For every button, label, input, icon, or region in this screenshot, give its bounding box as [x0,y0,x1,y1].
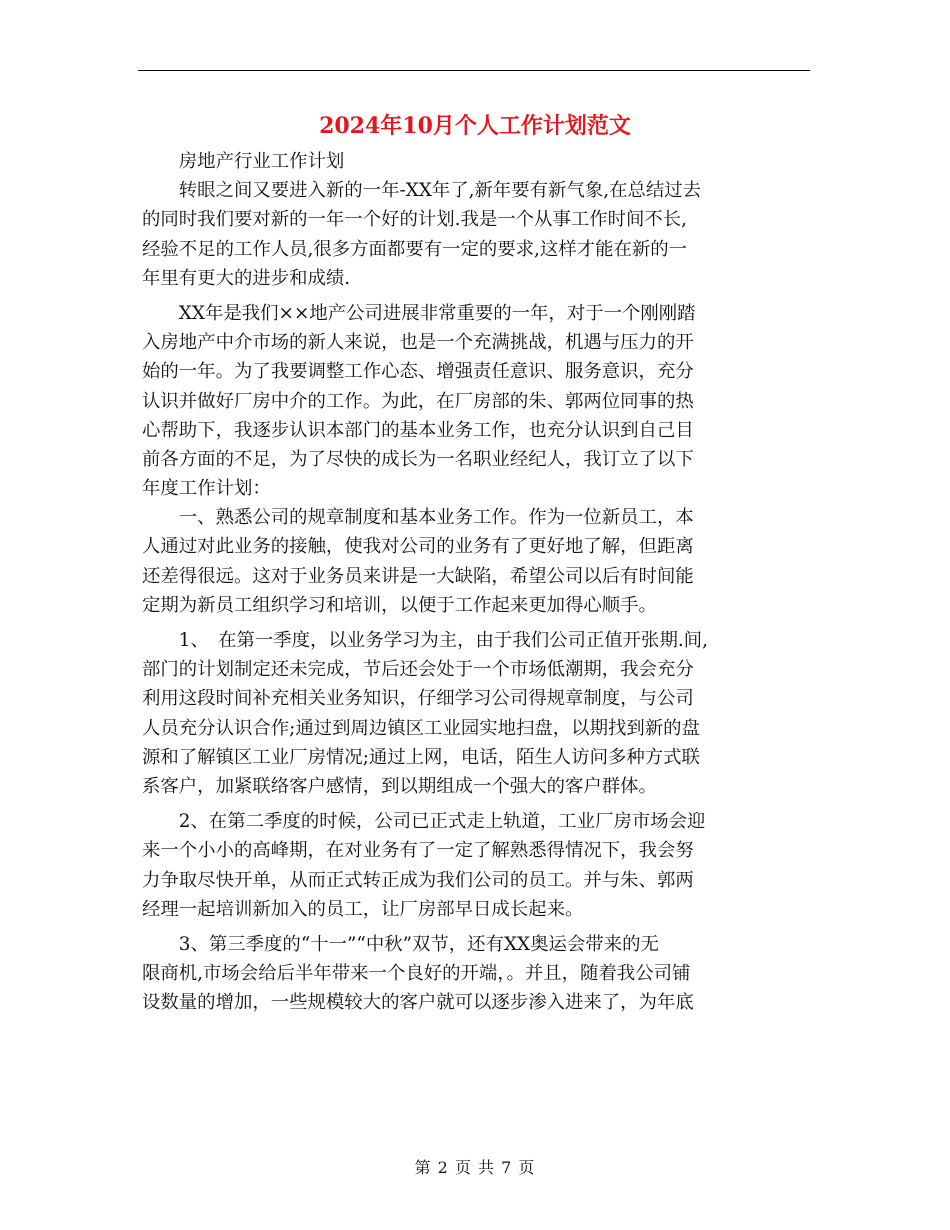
body-line: 经验不足的工作人员,很多方面都要有一定的要求,这样才能在新的一 [142,238,688,260]
body-line: 经理一起培训新加入的员工，让厂房部早日成长起来。 [142,898,584,920]
body-line: 源和了解镇区工业厂房情况;通过上网，电话，陌生人访问多种方式联 [142,746,700,768]
body-line: 前各方面的不足，为了尽快的成长为一名职业经纪人，我订立了以下 [142,448,694,470]
body-line: 认识并做好厂房中介的工作。为此，在厂房部的朱、郭两位同事的热 [142,390,694,412]
body-line: 年里有更大的进步和成绩. [142,267,351,289]
body-line: 入房地产中介市场的新人来说，也是一个充满挑战，机遇与压力的开 [142,332,694,354]
body-line: 部门的计划制定还未完成，节后还会处于一个市场低潮期，我会充分 [142,659,694,681]
body-line: 3、第三季度的“十一”“中秋”双节，还有XX奥运会带来的无 [142,933,659,955]
body-line: 年度工作计划： [142,478,271,500]
body-line: 限商机,市场会给后半年带来一个良好的开端，。并且，随着我公司铺 [142,963,691,985]
body-line: 一、熟悉公司的规章制度和基本业务工作。作为一位新员工，本 [142,507,694,529]
body-line: 人通过对此业务的接触，使我对公司的业务有了更好地了解，但距离 [142,536,694,558]
body-line: 始的一年。为了我要调整工作心态、增强责任意识、服务意识，充分 [142,361,694,383]
header-rule [138,70,810,71]
document-title: 2024年10月个人工作计划范文 [319,113,631,139]
body-line: 房地产行业工作计划 [142,151,345,172]
body-line: 利用这段时间补充相关业务知识，仔细学习公司得规章制度，与公司 [142,688,694,710]
body-line: 定期为新员工组织学习和培训，以便于工作起来更加得心顺手。 [142,594,657,616]
body-line: 设数量的增加，一些规模较大的客户就可以逐步渗入进来了，为年底 [142,992,694,1014]
body-line: 来一个小小的高峰期，在对业务有了一定了解熟悉得情况下，我会努 [142,840,694,862]
body-line: 2、在第二季度的时候，公司已正式走上轨道，工业厂房市场会迎 [142,811,706,833]
page-footer: 第 2 页 共 7 页 [414,1158,536,1177]
body-line: XX年是我们××地产公司进展非常重要的一年，对于一个刚刚踏 [142,302,696,324]
body-line: 1、 在第一季度，以业务学习为主，由于我们公司正值开张期.间, [142,630,708,651]
body-line: 系客户，加紧联络客户感情，到以期组成一个强大的客户群体。 [142,775,657,797]
body-line: 力争取尽快开单，从而正式转正成为我们公司的员工。并与朱、郭两 [142,869,694,891]
body-line: 转眼之间又要进入新的一年-XX年了,新年要有新气象,在总结过去 [142,180,702,202]
body-line: 的同时我们要对新的一年一个好的计划.我是一个从事工作时间不长, [142,209,688,231]
body-line: 心帮助下，我逐步认识本部门的基本业务工作，也充分认识到自己目 [142,419,694,441]
document-body [142,147,812,1017]
body-line: 人员充分认识合作;通过到周边镇区工业园实地扫盘，以期找到新的盘 [142,717,700,739]
body-line: 还差得很远。这对于业务员来讲是一大缺陷，希望公司以后有时间能 [142,565,694,587]
